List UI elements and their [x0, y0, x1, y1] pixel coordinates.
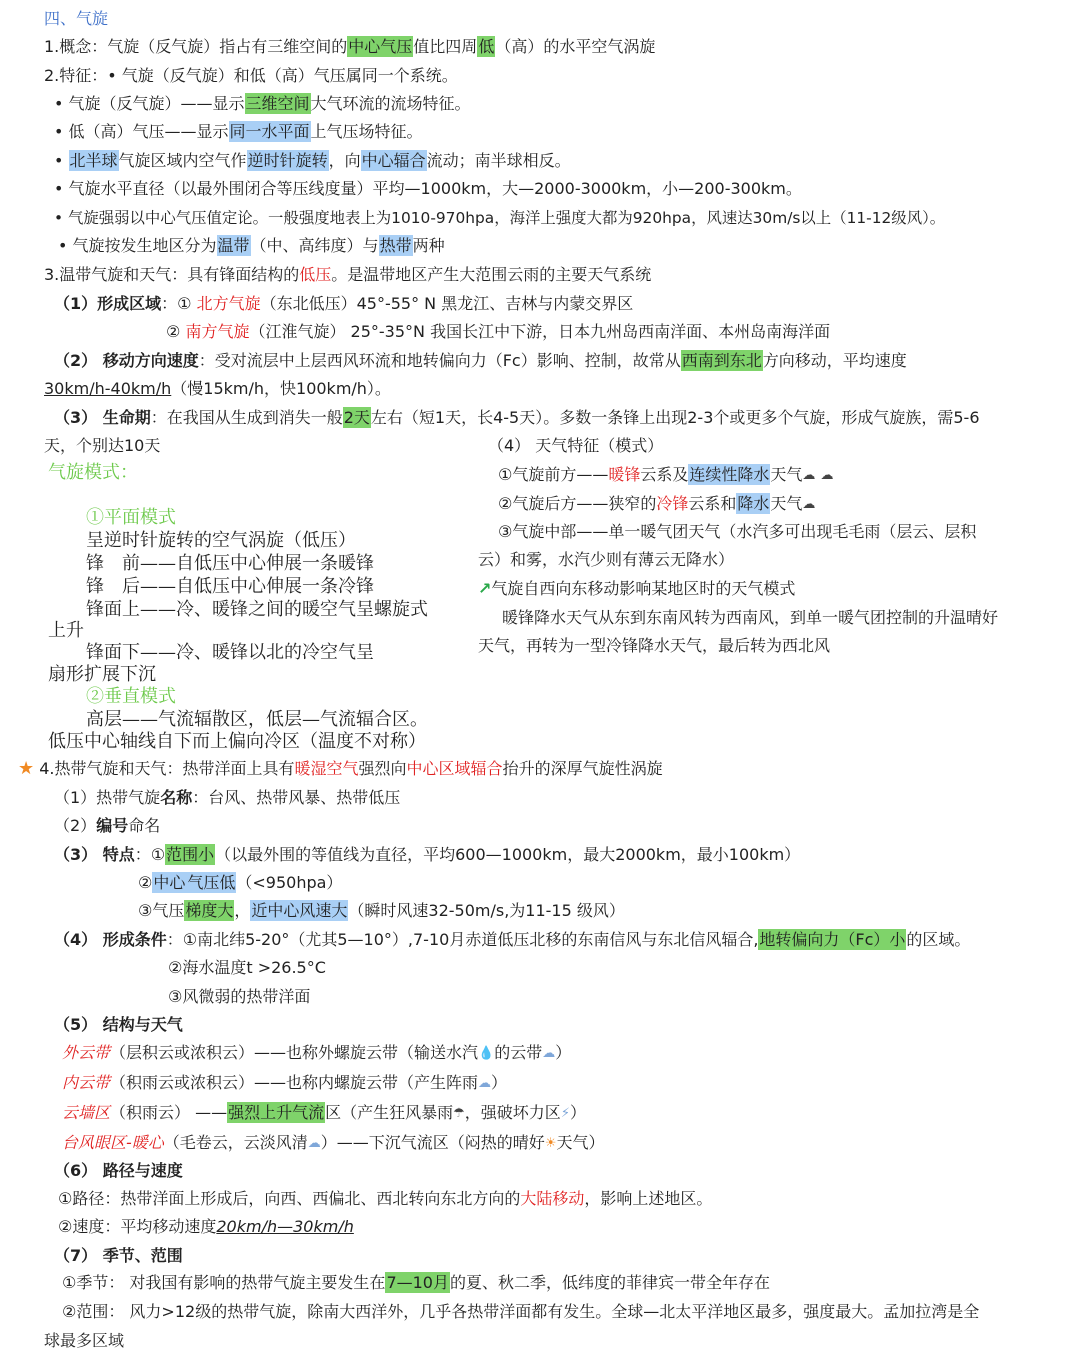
condition-line-3: ③风微弱的热带洋面 [168, 987, 311, 1006]
star-icon: ★ [18, 758, 35, 779]
condition-line-2: ②海水温度t >26.5°C [168, 958, 326, 977]
weather-line-4: 云）和雾，水汽少则有薄云无降水） [478, 550, 735, 569]
weather-line-7: 天气，再转为一型冷锋降水天气，最后转为西北风 [478, 636, 831, 655]
season-line-3: 球最多区域 [44, 1331, 125, 1350]
feature-line-2: • 低（高）气压——显示同一水平面上气压场特征。 [54, 122, 423, 141]
rain-cloud-icon: ☁ [802, 497, 816, 512]
season-line-1: ①季节： 对我国有影响的热带气旋主要发生在7—10月的夏、秋二季，低纬度的菲律宾一带全年存在 [62, 1273, 770, 1292]
plane-model-title: ①平面模式 [86, 507, 176, 528]
sun-icon: ☀ [544, 1136, 557, 1151]
tropical-heading: ★ 4.热带气旋和天气：热带洋面上具有暖湿空气强烈向中心区域辐合抬升的深厚气旋性涡旋 [18, 758, 663, 779]
cloud-icon: ☁ [307, 1136, 321, 1151]
formation-region-1: （1）形成区域：① 北方气旋（东北低压）45°-55° N 黑龙江、吉林与内蒙交界区 [54, 294, 634, 313]
temperate-heading: 3.温带气旋和天气：具有锋面结构的低压。是温带地区产生大范围云雨的主要天气系统 [44, 265, 652, 284]
arrow-icon: ↗ [478, 579, 492, 598]
water-drop-icon: 💧 [478, 1046, 495, 1061]
weather-heading: （4） 天气特征（模式） [488, 436, 664, 455]
trait-line-2: ②中心 气压低（<950hpa） [138, 873, 343, 892]
feature-line-6: • 气旋按发生地区分为温带（中、高纬度）与热带两种 [58, 236, 445, 255]
structure-line-4: 台风眼区-暖心（毛卷云，云淡风清☁）——下沉气流区（闷热的晴好☀天气） [62, 1130, 604, 1157]
rain-cloud-icon: ☁ [802, 468, 816, 483]
structure-line-1: 外云带（层积云或浓积云）——也称外螺旋云带（输送水汽💧的云带☁） [62, 1040, 571, 1067]
storm-icon: ⚡ [560, 1106, 570, 1121]
structure-line-2: 内云带（积雨云或浓积云）——也称内螺旋云带（产生阵雨☁） [62, 1070, 507, 1097]
season-line-2: ②范围： 风力>12级的热带气旋，除南大西洋外，几乎各热带洋面都有发生。全球—北太平洋地区最多，强度最大。孟加拉湾是全 [62, 1302, 980, 1321]
lifetime-line-2: 天，个别达10天 [44, 436, 161, 455]
path-heading: （6） 路径与速度 [54, 1161, 183, 1180]
weather-line-1: ①气旋前方——暖锋云系及连续性降水天气☁ ☁ [498, 462, 834, 489]
weather-line-3: ③气旋中部——单一暖气团天气（水汽多可出现毛毛雨（层云、层积 [498, 522, 977, 541]
structure-heading: （5） 结构与天气 [54, 1015, 183, 1034]
plane-model-line: 锋面上——冷、暖锋之间的暖空气呈螺旋式 [86, 599, 428, 620]
weather-line-6: 暖锋降水天气从东到东南风转为西南风，到单一暖气团控制的升温晴好 [502, 608, 999, 627]
plane-model-line: 扇形扩展下沉 [48, 664, 156, 685]
feature-line-4: • 气旋水平直径（以最外围闭合等压线度量）平均—1000km，大—2000-3000km，小—200-300km。 [54, 179, 802, 198]
season-heading: （7） 季节、范围 [54, 1246, 183, 1265]
model-title: 气旋模式： [48, 462, 138, 483]
feature-line-5: • 气旋强弱以中心气压值定论。一般强度地表上为1010-970hpa，海洋上强度大都为920hpa，风速达30m/s以上（11-12级风）。 [54, 209, 946, 227]
vertical-model-title: ②垂直模式 [86, 686, 176, 707]
trait-line-1: （3） 特点：①范围小（以最外围的等值线为直径，平均600—1000km，最大2000km，最小100km） [54, 845, 801, 864]
path-line-2: ②速度：平均移动速度20km/h—30km/h [58, 1217, 354, 1236]
umbrella-icon: ☂ [453, 1106, 465, 1121]
plane-model-line: 上升 [48, 620, 84, 641]
movement-line-1: （2） 移动方向速度：受对流层中上层西风环流和地转偏向力（Fc）影响、控制，故常从西南到东北方向移动，平均速度 [54, 351, 907, 370]
structure-line-3: 云墙区（积雨云） ——强烈上升气流区（产生狂风暴雨☂，强破坏力区⚡） [62, 1100, 586, 1127]
rain-cloud-icon: ☁ [478, 1076, 492, 1091]
condition-line-1: （4） 形成条件：①南北纬5-20°（尤其5—10°）,7-10月赤道低压北移的东南信风与东北信风辐合,地转偏向力（Fc）小的区域。 [54, 930, 971, 949]
rain-cloud-icon: ☁ [820, 468, 834, 483]
lifetime-line-1: （3） 生命期：在我国从生成到消失一般2天左右（短1天，长4-5天）。多数一条锋上出现2-3个或更多个气旋，形成气旋族，需5-6 [54, 408, 980, 427]
plane-model-line: 呈逆时针旋转的空气涡旋（低压） [86, 530, 356, 551]
name-line: （1）热带气旋名称：台风、热带风暴、热带低压 [54, 788, 401, 807]
code-line: （2）编号命名 [54, 816, 161, 835]
trait-line-3: ③气压梯度大，近中心风速大（瞬时风速32-50m/s,为11-15 级风） [138, 901, 625, 920]
feature-line-1: • 气旋（反气旋）——显示三维空间大气环流的流场特征。 [54, 94, 471, 113]
concept-line: 1.概念：气旋（反气旋）指占有三维空间的中心气压值比四周低（高）的水平空气涡旋 [44, 37, 656, 56]
plane-model-line: 锋 前——自低压中心伸展一条暖锋 [86, 553, 374, 574]
movement-line-2: 30km/h-40km/h（慢15km/h，快100km/h）。 [44, 379, 391, 398]
feature-heading: 2.特征：• 气旋（反气旋）和低（高）气压属同一个系统。 [44, 66, 458, 85]
formation-region-2: ② 南方气旋（江淮气旋） 25°-35°N 我国长江中下游，日本九州岛西南洋面、本州岛南海洋面 [166, 322, 831, 341]
feature-line-3: • 北半球气旋区域内空气作逆时针旋转，向中心辐合流动；南半球相反。 [54, 151, 571, 170]
vertical-model-line: 高层——气流辐散区，低层—气流辐合区。 [86, 709, 428, 730]
weather-line-5: ↗气旋自西向东移动影响某地区时的天气模式 [478, 579, 796, 598]
plane-model-line: 锋面下——冷、暖锋以北的冷空气呈 [86, 642, 374, 663]
plane-model-line: 锋 后——自低压中心伸展一条冷锋 [86, 576, 374, 597]
section-title: 四、气旋 [44, 9, 109, 28]
vertical-model-line: 低压中心轴线自下而上偏向冷区（温度不对称） [48, 731, 426, 752]
path-line-1: ①路径：热带洋面上形成后，向西、西偏北、西北转向东北方向的大陆移动，影响上述地区。 [58, 1189, 713, 1208]
weather-line-2: ②气旋后方——狭窄的冷锋云系和降水天气☁ [498, 491, 815, 518]
cloud-icon: ☁ [542, 1046, 556, 1061]
